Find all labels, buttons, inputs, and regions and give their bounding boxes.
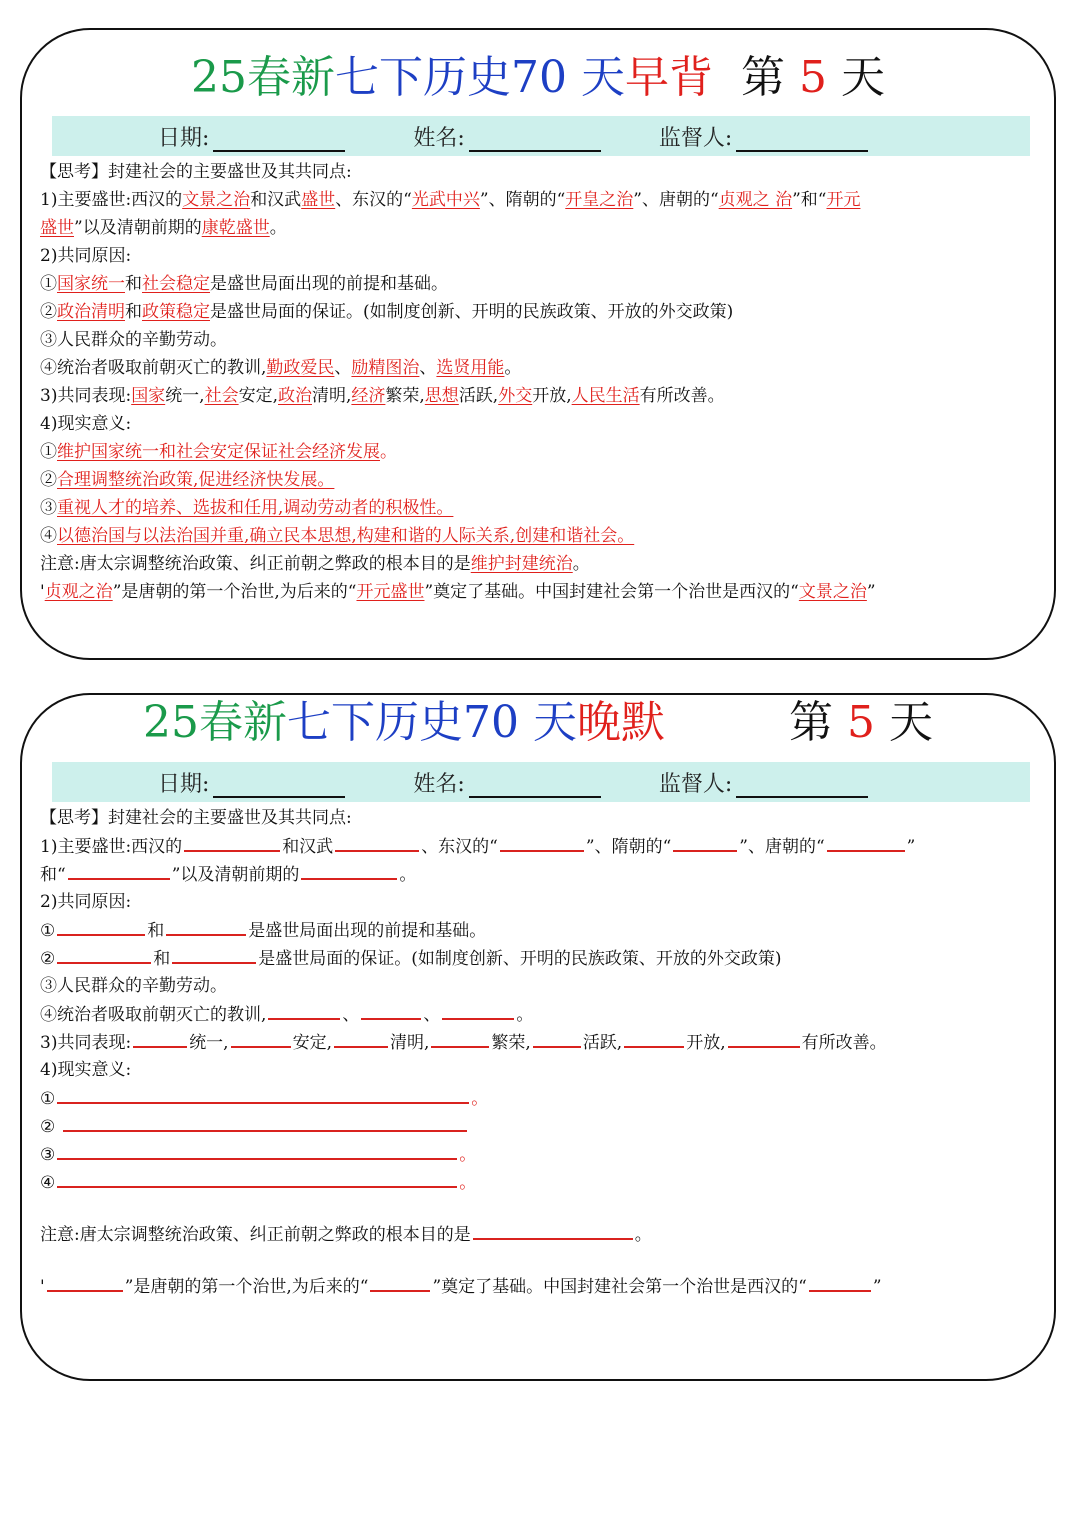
line-text: ” <box>866 582 876 602</box>
answer-text: 外交 <box>498 386 533 406</box>
line-text: 注意:唐太宗调整统治政策、纠正前朝之弊政的根本目的是 <box>40 1225 471 1245</box>
fill-blank[interactable] <box>133 1028 187 1048</box>
line-text: 清明, <box>390 1033 430 1053</box>
answer-text: 合理调整统治政策,促进经济快发展。 <box>57 470 335 490</box>
line-6: ③人民群众的辛勤劳动。 <box>40 976 227 996</box>
line-7 <box>40 1000 1046 1028</box>
line-text: 有所改善。 <box>639 386 725 406</box>
line-text: 是盛世局面的保证。(如制度创新、开明的民族政策、开放的外交政策) <box>258 949 782 969</box>
supervisor-field[interactable]: 监督人: <box>659 767 868 798</box>
fill-blank[interactable] <box>166 916 246 936</box>
line-10 <box>40 1084 1046 1112</box>
line-text: 。 <box>504 358 522 378</box>
line-text: 。 <box>399 865 417 885</box>
fill-blank[interactable] <box>47 1272 123 1292</box>
fill-blank[interactable] <box>268 1000 340 1020</box>
answer-text: 政治清明 <box>57 302 125 322</box>
line-8 <box>40 382 1046 410</box>
fill-blank[interactable] <box>57 1168 457 1188</box>
line-text: 清明, <box>312 386 352 406</box>
line-text: ”以及清朝前期的 <box>171 865 300 885</box>
line-text: ② <box>40 470 57 490</box>
fill-blank[interactable] <box>68 860 170 880</box>
fill-blank[interactable] <box>57 944 151 964</box>
evening-title: 25春新七下历史70 天晚默 第 5 天 <box>143 697 933 748</box>
line-15 <box>40 1272 1046 1300</box>
line-text: 和 <box>153 949 171 969</box>
fill-blank[interactable] <box>431 1028 489 1048</box>
answer-text: 经济 <box>351 386 386 406</box>
fill-blank[interactable] <box>361 1000 421 1020</box>
line-text: ' <box>40 582 45 602</box>
line-11 <box>40 1112 1046 1140</box>
answer-text: 贞观之治 <box>44 582 113 602</box>
name-field[interactable]: 姓名: <box>413 767 600 798</box>
answer-text: 社会稳定 <box>142 274 210 294</box>
line-text: ”以及清朝前期的 <box>74 218 202 238</box>
line-text: ④ <box>40 526 57 546</box>
line-9: 4)现实意义: <box>40 414 132 434</box>
line-text: ④统治者吸取前朝灭亡的教训, <box>40 1005 267 1025</box>
line-text: 、 <box>342 1005 360 1025</box>
line-text: ③ <box>40 498 57 518</box>
fill-blank[interactable] <box>624 1028 684 1048</box>
line-text: 。 <box>269 218 287 238</box>
line-text: ① <box>40 1089 56 1109</box>
line-text: ”、隋朝的“ <box>479 190 566 210</box>
question-heading: 【思考】封建社会的主要盛世及其共同点: <box>40 162 352 182</box>
line-text: 统一, <box>165 386 205 406</box>
answer-text: 文景之治 <box>182 190 251 210</box>
line-text: 活跃, <box>458 386 499 406</box>
answer-text: 开元 <box>826 190 861 210</box>
answer-text: 以德治国与以法治国并重,确立民本思想,构建和谐的人际关系,创建和谐社会。 <box>57 526 635 546</box>
evening-dictation-card <box>20 693 1056 1381</box>
line-text: 1)主要盛世:西汉的 <box>40 837 183 857</box>
morning-content <box>40 158 1046 606</box>
line-11 <box>40 466 1046 494</box>
line-text: ”是唐朝的第一个治世,为后来的“ <box>124 1277 369 1297</box>
fill-blank[interactable] <box>57 916 145 936</box>
line-text: 安定, <box>238 386 278 406</box>
line-10 <box>40 438 1046 466</box>
fill-blank[interactable] <box>335 832 419 852</box>
line-1 <box>40 832 1046 860</box>
question-heading: 【思考】封建社会的主要盛世及其共同点: <box>40 808 352 828</box>
line-text: 统一, <box>189 1033 229 1053</box>
fill-blank[interactable] <box>63 1112 467 1132</box>
line-text: 注意:唐太宗调整统治政策、纠正前朝之弊政的根本目的是 <box>40 554 471 574</box>
answer-text: 励精图治 <box>351 358 420 378</box>
line-7 <box>40 354 1046 382</box>
line-13 <box>40 1168 1046 1196</box>
line-text: ' <box>40 1277 45 1297</box>
line-text: 。 <box>380 442 397 462</box>
line-text: ”奠定了基础。中国封建社会第一个治世是西汉的“ <box>432 1277 807 1297</box>
line-13 <box>40 522 1046 550</box>
line-text: ”、唐朝的“ <box>739 837 825 857</box>
line-text: ① <box>40 274 57 294</box>
answer-text: 维护国家统一和社会安定保证社会经济发展 <box>57 442 380 462</box>
date-field[interactable]: 日期: <box>158 121 345 152</box>
line-14 <box>40 1220 1046 1248</box>
line-text: ”、唐朝的“ <box>633 190 719 210</box>
line-text: 有所改善。 <box>801 1033 887 1053</box>
line-text: 活跃, <box>582 1033 623 1053</box>
morning-recite-card <box>20 28 1056 660</box>
line-text: 、东汉的“ <box>421 837 498 857</box>
line-8 <box>40 1028 1046 1056</box>
line-text: ”、隋朝的“ <box>585 837 672 857</box>
line-9: 4)现实意义: <box>40 1060 132 1080</box>
line-text: 、东汉的“ <box>335 190 412 210</box>
line-text: 1)主要盛世:西汉的 <box>40 190 183 210</box>
line-text: ② <box>40 1117 56 1137</box>
line-4 <box>40 270 1046 298</box>
fill-blank[interactable] <box>442 1000 514 1020</box>
line-5 <box>40 944 1046 972</box>
line-text: 、 <box>334 358 352 378</box>
line-text: 繁荣, <box>491 1033 531 1053</box>
line-text: ① <box>40 921 56 941</box>
answer-text: 勤政爱民 <box>266 358 335 378</box>
answer-text: 人民生活 <box>571 386 640 406</box>
line-text: 和汉武 <box>282 837 334 857</box>
line-3: 2)共同原因: <box>40 246 132 266</box>
line-text: 是盛世局面出现的前提和基础。 <box>248 921 487 941</box>
line-6: ③人民群众的辛勤劳动。 <box>40 330 227 350</box>
line-text: ”是唐朝的第一个治世,为后来的“ <box>112 582 357 602</box>
fill-blank[interactable] <box>533 1028 581 1048</box>
line-text: ” <box>906 837 916 857</box>
line-text: ” <box>872 1277 882 1297</box>
line-text: 是盛世局面出现的前提和基础。 <box>210 274 448 294</box>
line-14 <box>40 550 1046 578</box>
answer-text: 政策稳定 <box>142 302 210 322</box>
line-text: ① <box>40 442 57 462</box>
line-text: 开放, <box>686 1033 726 1053</box>
fill-blank[interactable] <box>301 860 397 880</box>
answer-text: 光武中兴 <box>411 190 480 210</box>
line-text: 和“ <box>40 865 66 885</box>
name-field[interactable]: 姓名: <box>413 121 600 152</box>
line-12 <box>40 494 1046 522</box>
supervisor-field[interactable]: 监督人: <box>659 121 868 152</box>
line-3: 2)共同原因: <box>40 892 132 912</box>
line-text: 。 <box>572 554 590 574</box>
answer-text: 国家 <box>131 386 166 406</box>
answer-text: 开元盛世 <box>356 582 425 602</box>
line-text: 。 <box>634 1225 652 1245</box>
line-text: 和 <box>125 274 142 294</box>
line-12 <box>40 1140 1046 1168</box>
line-text: 。 <box>471 1089 489 1109</box>
fill-blank[interactable] <box>57 1084 469 1104</box>
fill-blank[interactable] <box>57 1140 457 1160</box>
line-text: 是盛世局面的保证。(如制度创新、开明的民族政策、开放的外交政策) <box>210 302 734 322</box>
line-2 <box>40 214 1046 242</box>
line-text: ”和“ <box>792 190 827 210</box>
fill-blank[interactable] <box>500 832 584 852</box>
line-text: ”奠定了基础。中国封建社会第一个治世是西汉的“ <box>424 582 799 602</box>
line-4 <box>40 916 1046 944</box>
answer-text: 开皇之治 <box>565 190 634 210</box>
line-text: 3)共同表现: <box>40 386 132 406</box>
answer-text: 社会 <box>204 386 239 406</box>
line-5 <box>40 298 1046 326</box>
answer-text: 贞观之 治 <box>718 190 793 210</box>
answer-text: 文景之治 <box>798 582 867 602</box>
line-text: 。 <box>459 1145 477 1165</box>
line-2 <box>40 860 1046 888</box>
fill-blank[interactable] <box>370 1272 430 1292</box>
line-text: 和汉武 <box>250 190 302 210</box>
date-field[interactable]: 日期: <box>158 767 345 798</box>
answer-text: 康乾盛世 <box>201 218 270 238</box>
morning-title: 25春新七下历史70 天早背 第 5 天 <box>191 52 885 103</box>
line-text: 和 <box>125 302 142 322</box>
line-text: ④统治者吸取前朝灭亡的教训, <box>40 358 267 378</box>
answer-text: 盛世 <box>40 218 74 238</box>
fill-blank[interactable] <box>673 832 737 852</box>
answer-text: 重视人才的培养、选拔和任用,调动劳动者的积极性。 <box>57 498 454 518</box>
line-1 <box>40 186 1046 214</box>
morning-info-bar <box>52 116 1030 156</box>
line-text: 、 <box>419 358 437 378</box>
line-text: 安定, <box>292 1033 332 1053</box>
line-text: 开放, <box>532 386 572 406</box>
line-text: ④ <box>40 1173 56 1193</box>
fill-blank[interactable] <box>728 1028 800 1048</box>
answer-text: 思想 <box>424 386 459 406</box>
line-text: ② <box>40 949 56 969</box>
line-text: 和 <box>147 921 165 941</box>
answer-text: 政治 <box>278 386 312 406</box>
fill-blank[interactable] <box>334 1028 388 1048</box>
answer-text: 维护封建统治 <box>470 554 573 574</box>
line-text: 。 <box>516 1005 534 1025</box>
answer-text: 国家统一 <box>57 274 125 294</box>
line-15 <box>40 578 1046 606</box>
line-text: 3)共同表现: <box>40 1033 132 1053</box>
fill-blank[interactable] <box>184 832 280 852</box>
answer-text: 盛世 <box>301 190 336 210</box>
line-text: ③ <box>40 1145 56 1165</box>
line-text: 繁荣, <box>385 386 425 406</box>
line-text: 。 <box>459 1173 477 1193</box>
answer-text: 选贤用能 <box>436 358 505 378</box>
fill-blank[interactable] <box>172 944 256 964</box>
fill-blank[interactable] <box>231 1028 291 1048</box>
line-text: ② <box>40 302 57 322</box>
evening-info-bar <box>52 762 1030 802</box>
fill-blank[interactable] <box>809 1272 871 1292</box>
fill-blank[interactable] <box>473 1220 633 1240</box>
evening-content <box>40 804 1046 1300</box>
fill-blank[interactable] <box>827 832 905 852</box>
line-text: 、 <box>423 1005 441 1025</box>
